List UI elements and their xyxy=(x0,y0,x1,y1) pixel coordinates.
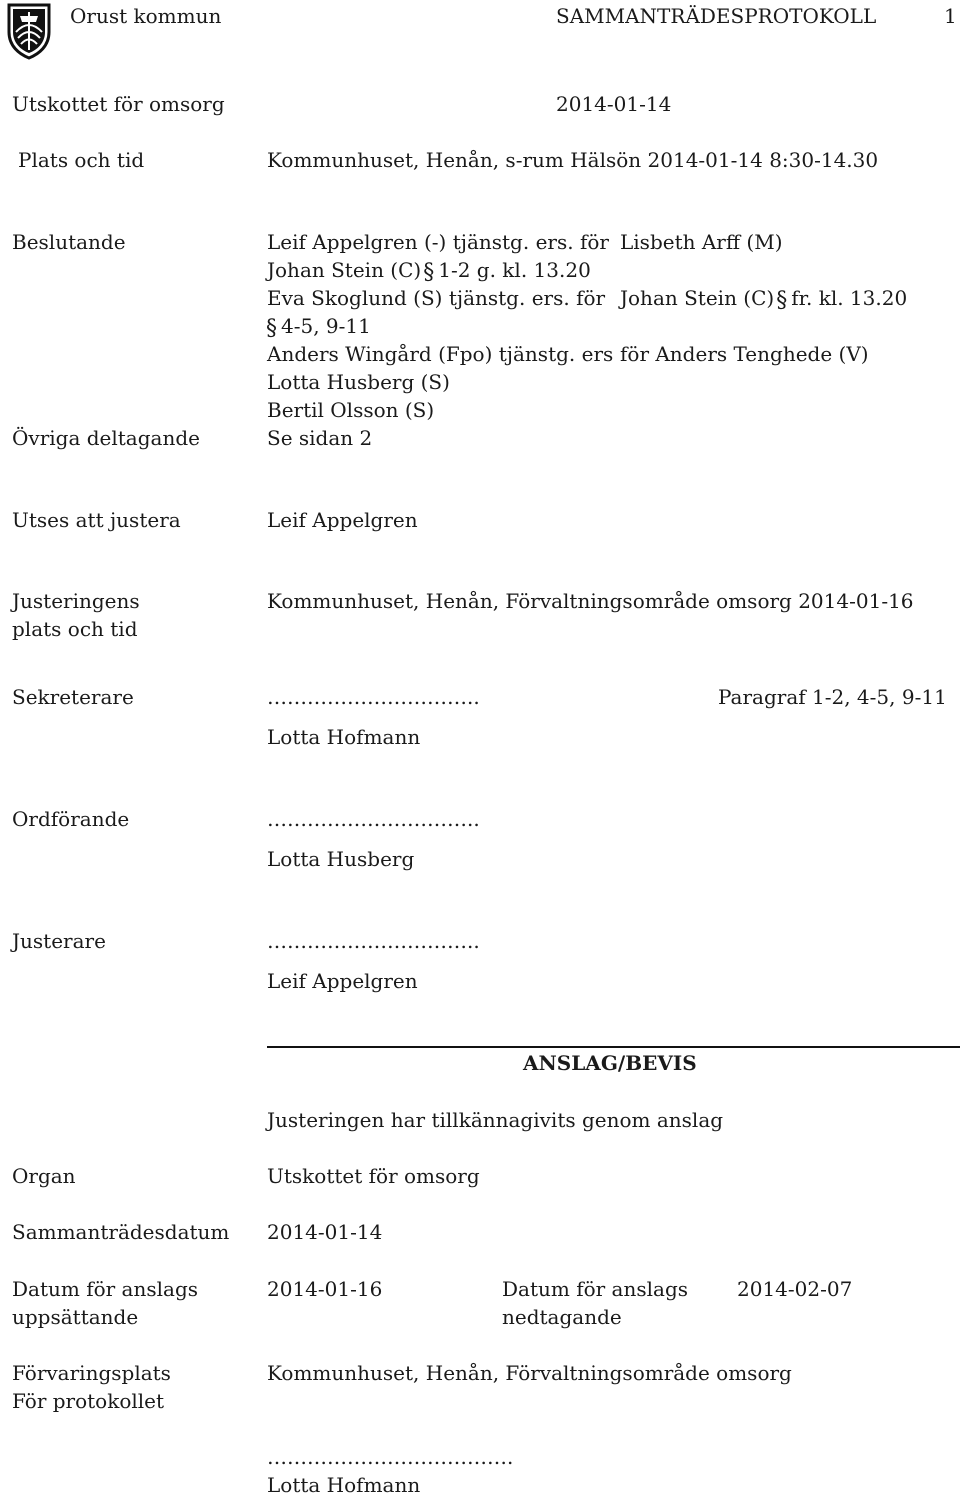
chair-signature-line: ………………………….. xyxy=(267,807,480,831)
organ-value: Utskottet för omsorg xyxy=(267,1164,480,1188)
appointed-value: Leif Appelgren xyxy=(267,508,418,532)
secretary-paragraphs: Paragraf 1-2, 4-5, 9-11 xyxy=(718,685,947,709)
meeting-date-label: Sammanträdesdatum xyxy=(12,1220,230,1244)
posted-label-2: uppsättande xyxy=(12,1305,139,1329)
deciding-line-1-left: Leif Appelgren (-) tjänstg. ers. för xyxy=(267,230,609,254)
storage-label-1: Förvaringsplats xyxy=(12,1361,171,1385)
section-sign-icon: § xyxy=(423,260,435,285)
municipality-name: Orust kommun xyxy=(70,4,222,28)
notice-statement: Justeringen har tillkännagivits genom anslag xyxy=(267,1108,724,1132)
section-sign-icon: § xyxy=(776,288,788,313)
municipal-coat-of-arms-icon xyxy=(6,2,52,60)
deciding-line-2-range: 1-2 g. kl. 13.20 xyxy=(438,258,591,282)
adjustment-label-1: Justeringens xyxy=(12,589,140,613)
appointed-label: Utses att justera xyxy=(12,508,181,532)
organ-label: Organ xyxy=(12,1164,76,1188)
posted-value: 2014-01-16 xyxy=(267,1277,383,1301)
deciding-line-4-range: 4-5, 9-11 xyxy=(281,314,371,338)
section-divider xyxy=(267,1046,960,1048)
notice-signature-name: Lotta Hofmann xyxy=(267,1473,421,1497)
deciding-line-3-right-name: Johan Stein (C) xyxy=(620,286,775,310)
committee-name: Utskottet för omsorg xyxy=(12,92,225,116)
deciding-line-5-right: för Anders Tenghede (V) xyxy=(620,342,869,366)
venue-value: Kommunhuset, Henån, s-rum Hälsön 2014-01-14 8:30-14.30 xyxy=(267,148,879,172)
venue-label: Plats och tid xyxy=(18,148,145,172)
adjuster-label: Justerare xyxy=(12,929,106,953)
others-value: Se sidan 2 xyxy=(267,426,373,450)
section-sign-icon: § xyxy=(266,316,277,341)
deciding-line-1-right: Lisbeth Arff (M) xyxy=(620,230,783,254)
secretary-signature-line: ………………………….. xyxy=(267,685,480,709)
deciding-line-2-name: Johan Stein (C) xyxy=(267,258,422,282)
storage-value: Kommunhuset, Henån, Förvaltningsområde omsorg xyxy=(267,1361,792,1385)
page-number: 1 xyxy=(944,4,957,28)
deciding-line-7: Bertil Olsson (S) xyxy=(267,398,435,422)
document-title: SAMMANTRÄDESPROTOKOLL xyxy=(556,4,877,28)
chair-label: Ordförande xyxy=(12,807,130,831)
meeting-date: 2014-01-14 xyxy=(556,92,672,116)
posted-label-1: Datum för anslags xyxy=(12,1277,199,1301)
notice-signature-line: ………………………………. xyxy=(267,1445,514,1469)
adjuster-signature-line: ………………………….. xyxy=(267,929,480,953)
deciding-line-6: Lotta Husberg (S) xyxy=(267,370,450,394)
adjuster-name: Leif Appelgren xyxy=(267,969,418,993)
notice-heading: ANSLAG/BEVIS xyxy=(523,1051,697,1075)
removed-label-2: nedtagande xyxy=(502,1305,622,1329)
removed-label-1: Datum för anslags xyxy=(502,1277,689,1301)
deciding-line-3-left: Eva Skoglund (S) tjänstg. ers. för xyxy=(267,286,606,310)
deciding-label: Beslutande xyxy=(12,230,126,254)
meeting-date-value: 2014-01-14 xyxy=(267,1220,383,1244)
deciding-line-2 xyxy=(267,258,591,283)
adjustment-label-2: plats och tid xyxy=(12,617,138,641)
adjustment-value: Kommunhuset, Henån, Förvaltningsområde omsorg 2014-01-16 xyxy=(267,589,914,613)
deciding-line-5-left: Anders Wingård (Fpo) tjänstg. ers xyxy=(267,342,614,366)
removed-value: 2014-02-07 xyxy=(737,1277,853,1301)
deciding-line-4 xyxy=(264,314,371,339)
deciding-line-3-right-range: fr. kl. 13.20 xyxy=(791,286,908,310)
storage-label-2: För protokollet xyxy=(12,1389,165,1413)
deciding-line-3-right xyxy=(620,286,907,311)
others-label: Övriga deltagande xyxy=(12,426,200,450)
secretary-label: Sekreterare xyxy=(12,685,134,709)
chair-name: Lotta Husberg xyxy=(267,847,415,871)
secretary-name: Lotta Hofmann xyxy=(267,725,421,749)
